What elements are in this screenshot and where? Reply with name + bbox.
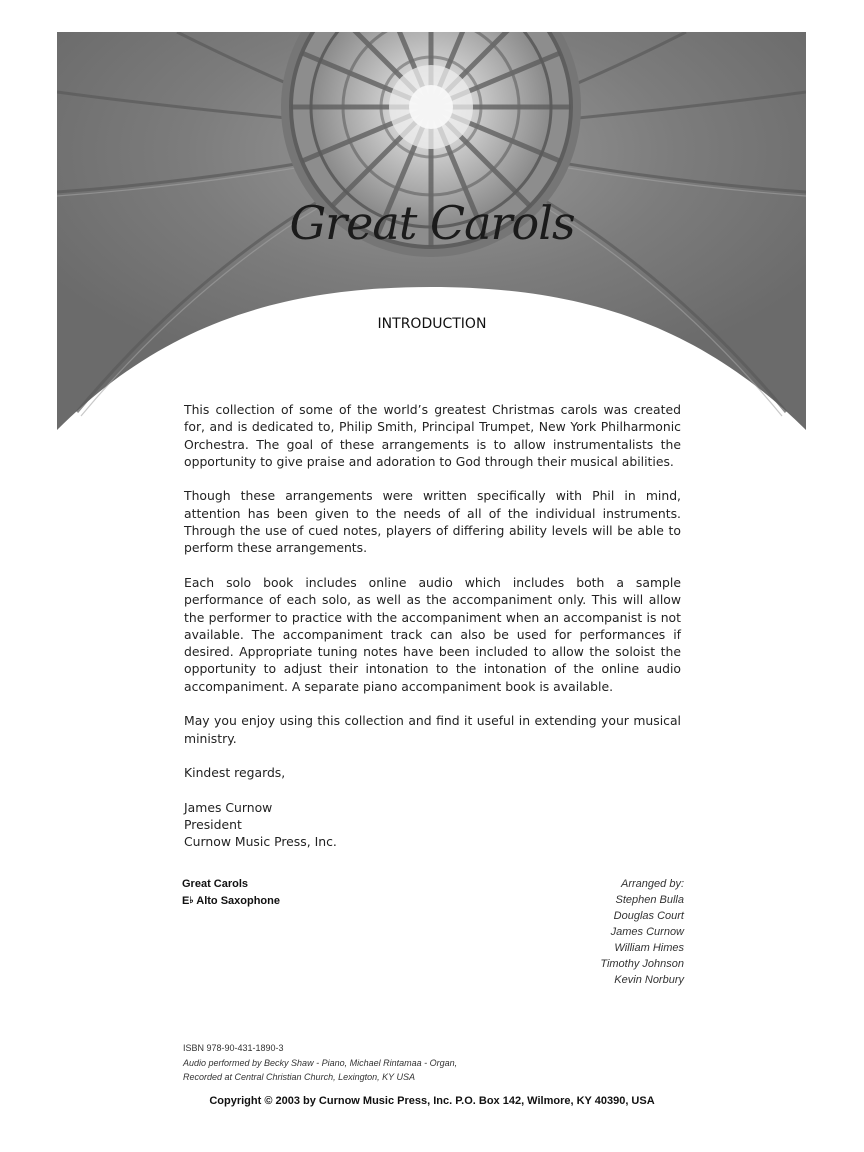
script-title: Great Carols <box>289 196 575 250</box>
closing-salutation: Kindest regards, <box>184 765 286 781</box>
arranger-name: Stephen Bulla <box>615 894 684 906</box>
arranger-name: Douglas Court <box>613 910 684 922</box>
paragraph-dedication: This collection of some of the world’s greatest Christmas carols was created for, and is dedicated to, Philip Smith, Principal Trumpet, New York Philharmonic Orchestra. The goal of these arrangements is to allow instrumentalists the opportunity to give praise and adoration to God through their musical abilities. <box>184 402 681 469</box>
instrument-line <box>182 892 280 909</box>
arranger-name: Kevin Norbury <box>614 974 684 986</box>
arranger-name: Timothy Johnson <box>600 958 684 970</box>
paragraph-audio: Each solo book includes online audio which includes both a sample performance of each solo, as well as the accompaniment only. This will allow the performer to practice with the accompaniment when an accompanist is not available. The accompaniment track can also be used for performances if desired. Appropriate tuning notes have been included to allow the soloist the opportunity to adjust their intonation to the intonation of the online audio accompaniment. A separate piano accompaniment book is available. <box>184 574 681 694</box>
signature-company: Curnow Music Press, Inc. <box>184 834 337 850</box>
audio-credit: Audio performed by Becky Shaw - Piano, Michael Rintamaa - Organ, <box>183 1057 458 1068</box>
arranger-name: William Himes <box>614 942 684 954</box>
signature-title: President <box>184 817 242 833</box>
flat-symbol: ♭ <box>189 895 194 905</box>
paragraph-closing: May you enjoy using this collection and find it useful in extending your musical ministry. <box>184 713 681 746</box>
instrument-name: Alto Saxophone <box>196 895 280 907</box>
recording-location: Recorded at Central Christian Church, Lexington, KY USA <box>183 1072 415 1082</box>
page-title: INTRODUCTION <box>377 316 487 332</box>
instrument-key: E <box>182 895 190 907</box>
introduction-text <box>184 401 681 851</box>
signature-name: James Curnow <box>184 799 273 815</box>
arrangers-list <box>600 876 684 988</box>
book-info <box>182 876 280 909</box>
isbn: ISBN 978-90-431-1890-3 <box>183 1043 284 1053</box>
publication-info <box>183 1041 457 1085</box>
paragraph-arrangements: Though these arrangements were written specifically with Phil in mind, attention has been given to the needs of all of the individual instruments. Through the use of cued notes, players of differing ability levels will be able to perform these arrangements. <box>184 488 681 556</box>
arranger-name: James Curnow <box>610 926 684 938</box>
book-title: Great Carols <box>182 878 249 890</box>
copyright-notice: Copyright © 2003 by Curnow Music Press, Inc. P.O. Box 142, Wilmore, KY 40390, USA <box>209 1095 655 1107</box>
arrangers-label: Arranged by: <box>621 878 684 890</box>
